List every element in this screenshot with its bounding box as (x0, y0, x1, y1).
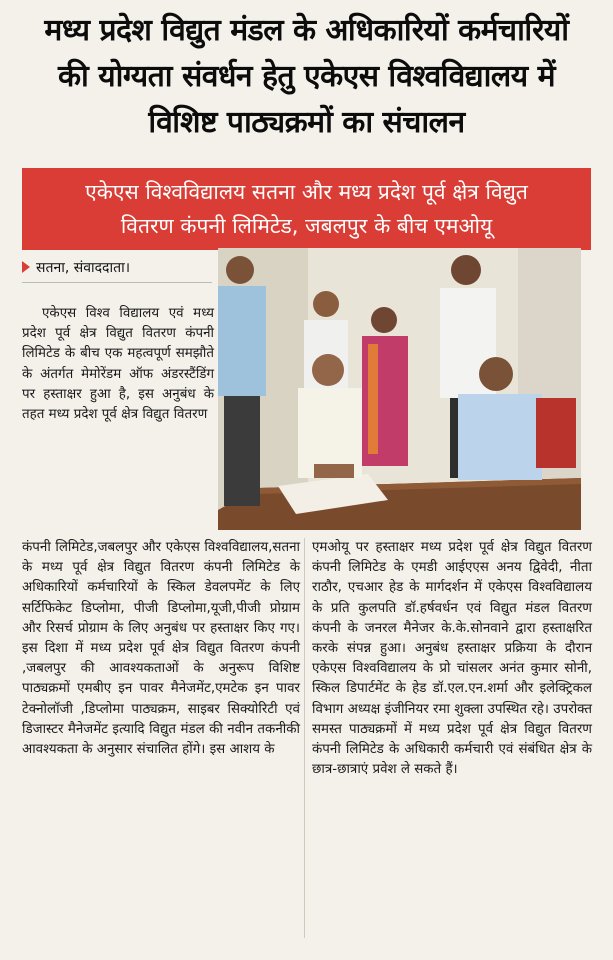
news-photo (218, 248, 581, 530)
subheadline-line-2: वितरण कंपनी लिमिटेड, जबलपुर के बीच एमओयू (120, 214, 493, 238)
dateline-text: सतना, संवाददाता। (36, 260, 131, 276)
column-divider (304, 538, 305, 938)
article-column-left: कंपनी लिमिटेड,जबलपुर और एकेएस विश्वविद्यालय,सतना के मध्य पूर्व क्षेत्र विद्युत वितरण कंपनी लिमिटेड के अधिकारियों कर्मचारियों के स्किल डेवलपमेंट के लिए सर्टिफिकेट डिप्लोमा, पीजी डिप्लोमा,यूजी,पीजी प्रोग्राम और रिसर्च प्रोग्राम के लिए अनुबंध पर हस्ताक्षर किए गए। इस दिशा में मध्य प्रदेश पूर्व क्षेत्र विद्युत वितरण कंपनी ,जबलपुर की आवश्यकताओं के अनुरूप विशिष्ट पाठ्यक्रमों एमबीए इन पावर मैनेजमेंट,एमटेक इन पावर टेक्नोलॉजी ,डिप्लोमा पाठ्यक्रम, साइबर सिक्योरिटी एवं डिजास्टर मैनेजमेंट इत्यादि विद्युत मंडल की नवीन तकनीकी आवश्यकता के अनुसार संचालित होंगे। इस आशय के (22, 540, 300, 758)
divider (22, 282, 212, 283)
dateline (22, 258, 130, 278)
headline-line-1: मध्य प्रदेश विद्युत मंडल के अधिकारियों कर्मचारियों (44, 13, 569, 48)
subheadline-banner (22, 168, 591, 250)
arrow-icon (22, 261, 30, 273)
photo-illustration (218, 248, 581, 530)
headline (10, 8, 603, 146)
article-column-right: एमओयू पर हस्ताक्षर मध्य प्रदेश पूर्व क्षेत्र विद्युत वितरण कंपनी लिमिटेड के एमडी आईएएस अनय द्विवेदी, नीता राठौर, एचआर हेड के मार्गदर्शन में एकेएस विश्वविद्यालय के प्रति कुलपति डॉ.हर्षवर्धन एवं विद्युत मंडल वितरण कंपनी के जनरल मैनेजर के.के.सोनवाने द्वारा हस्ताक्षरित करके संपन्न हुआ। अनुबंध हस्ताक्षर प्रक्रिया के दौरान एकेएस विश्वविद्यालय के प्रो चांसलर अनंत कुमार सोनी, स्किल डिपार्टमेंट के हेड डॉ.एल.एन.शर्मा और इलेक्ट्रिकल विभाग अध्यक्ष इंजीनियर रमा शुक्ला उपस्थित रहे। उपरोक्त समस्त पाठ्यक्रमों में मध्य प्रदेश पूर्व क्षेत्र विद्युत वितरण कंपनी लिमिटेड के अधिकारी कर्मचारी एवं संबंधित क्षेत्र के छात्र-छात्राएं प्रवेश ले सकते हैं। (312, 540, 592, 778)
headline-line-2: की योग्यता संवर्धन हेतु एकेएस विश्वविद्यालय में (57, 59, 556, 94)
headline-line-3: विशिष्ट पाठ्यक्रमों का संचालन (148, 105, 465, 140)
subheadline-line-1: एकेएस विश्वविद्यालय सतना और मध्य प्रदेश पूर्व क्षेत्र विद्युत (85, 180, 528, 204)
article-column-intro: एकेएस विश्व विद्यालय एवं मध्य प्रदेश पूर्व क्षेत्र विद्युत वितरण कंपनी लिमिटेड के बीच एक महत्वपूर्ण समझौते के अंतर्गत मेमोरेंडम ऑफ अंडरस्टैंडिंग पर हस्ताक्षर हुआ है, इस अनुबंध के तहत मध्य प्रदेश पूर्व क्षेत्र विद्युत वितरण (22, 306, 214, 423)
